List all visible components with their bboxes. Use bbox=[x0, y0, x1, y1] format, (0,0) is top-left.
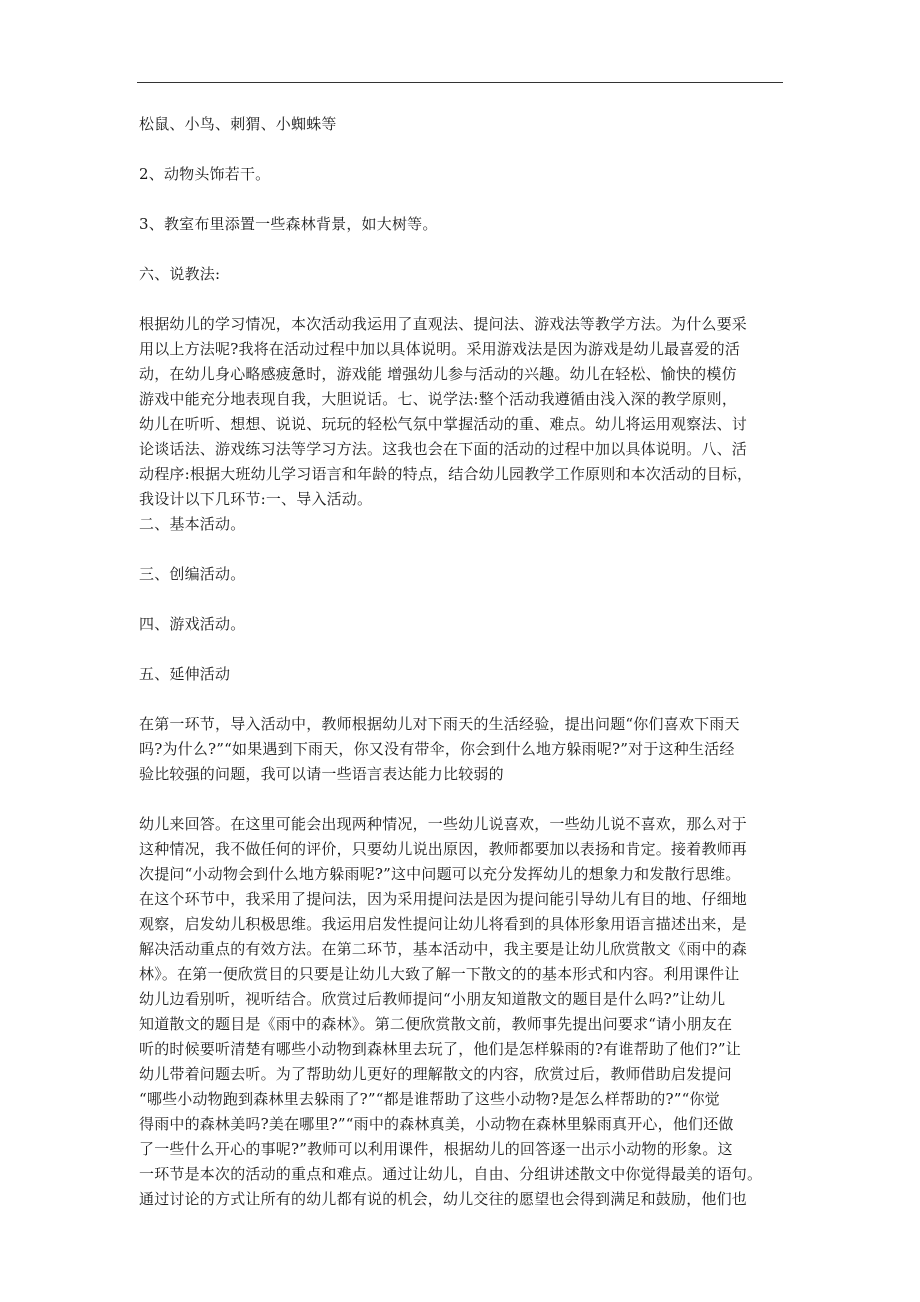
paragraph-children-answer bbox=[139, 812, 785, 1212]
paragraph-teaching-methods bbox=[139, 312, 785, 512]
paragraph-line: 幼儿来回答。在这里可能会出现两种情况，一些幼儿说喜欢，一些幼儿说不喜欢，那么对于 bbox=[139, 815, 748, 833]
paragraph-line: 知道散文的题目是《雨中的森林》。第二便欣赏散文前，教师事先提出问要求“请小朋友在 bbox=[139, 1015, 733, 1033]
text-line-classroom-background: 3、教室布里添置一些森林背景，如大树等。 bbox=[139, 215, 438, 233]
paragraph-line: 论谈话法、游戏练习法等学习方法。这我也会在下面的活动的过程中加以具体说明。八、活 bbox=[139, 440, 748, 458]
paragraph-line: 得雨中的森林美吗?美在哪里?”“雨中的森林真美，小动物在森林里躲雨真开心，他们还做 bbox=[139, 1115, 734, 1133]
header-rule bbox=[137, 82, 783, 83]
paragraph-line: 幼儿带着问题去听。为了帮助幼儿更好的理解散文的内容，欣赏过后，教师借助启发提问 bbox=[139, 1065, 732, 1083]
paragraph-line: 次提问“小动物会到什么地方躲雨呢?”这中问题可以充分发挥幼儿的想象力和发散行思维。 bbox=[139, 865, 741, 883]
paragraph-line: 我设计以下几环节:一、导入活动。 bbox=[139, 490, 373, 508]
paragraph-line: 用以上方法呢?我将在活动过程中加以具体说明。采用游戏法是因为游戏是幼儿最喜爱的活 bbox=[139, 340, 741, 358]
paragraph-line: 吗?为什么?”“如果遇到下雨天，你又没有带伞，你会到什么地方躲雨呢?”对于这种生活经 bbox=[139, 740, 735, 758]
paragraph-line: 幼儿在听听、想想、说说、玩玩的轻松气氛中掌握活动的重、难点。幼儿将运用观察法、讨 bbox=[139, 415, 748, 433]
paragraph-line: 幼儿边看别听，视听结合。欣赏过后教师提问“小朋友知道散文的题目是什么吗?”让幼儿 bbox=[139, 990, 726, 1008]
paragraph-line: 这种情况，我不做任何的评价，只要幼儿说出原因，教师都要加以表扬和肯定。接着教师再 bbox=[139, 840, 748, 858]
paragraph-line: 动程序:根据大班幼儿学习语言和年龄的特点，结合幼儿园教学工作原则和本次活动的目标， bbox=[139, 465, 753, 483]
paragraph-line: 动，在幼儿身心略感疲惫时，游戏能 增强幼儿参与活动的兴趣。幼儿在轻松、愉快的模仿 bbox=[139, 365, 737, 383]
paragraph-line: “哪些小动物跑到森林里去躲雨了?”“都是谁帮助了这些小动物?是怎么样帮助的?”“你觉 bbox=[139, 1090, 720, 1108]
paragraph-line: 一环节是本次的活动的重点和难点。通过让幼儿，自由、分组讲述散文中你觉得最美的语句。 bbox=[139, 1165, 763, 1183]
step-line-creative-activity: 三、创编活动。 bbox=[139, 565, 246, 583]
step-line-extension-activity: 五、延伸活动 bbox=[139, 665, 231, 683]
paragraph-line: 林》。在第一便欣赏目的只要是让幼儿大致了解一下散文的的基本形式和内容。利用课件让 bbox=[139, 965, 740, 983]
paragraph-line: 在第一环节，导入活动中，教师根据幼儿对下雨天的生活经验，提出问题“你们喜欢下雨天 bbox=[139, 715, 740, 733]
paragraph-line: 在这个环节中，我采用了提问法，因为采用提问法是因为提问能引导幼儿有目的地、仔细地 bbox=[139, 890, 748, 908]
paragraph-line: 通过讨论的方式让所有的幼儿都有说的机会，幼儿交往的愿望也会得到满足和鼓励，他们也 bbox=[139, 1190, 748, 1208]
text-line-animal-headwear: 2、动物头饰若干。 bbox=[139, 165, 271, 183]
section-heading-teaching-method: 六、说教法: bbox=[139, 265, 221, 283]
text-line-squirrel-list: 松鼠、小鸟、刺猬、小蜘蛛等 bbox=[139, 115, 337, 133]
paragraph-first-step bbox=[139, 712, 785, 787]
paragraph-line: 验比较强的问题，我可以请一些语言表达能力比较弱的 bbox=[139, 765, 504, 783]
paragraph-line: 游戏中能充分地表现自我，大胆说话。七、说学法:整个活动我遵循由浅入深的教学原则， bbox=[139, 390, 738, 408]
paragraph-line: 解决活动重点的有效方法。在第二环节，基本活动中，我主要是让幼儿欣赏散文《雨中的森 bbox=[139, 940, 748, 958]
paragraph-line: 观察，启发幼儿积极思维。我运用启发性提问让幼儿将看到的具体形象用语言描述出来，是 bbox=[139, 915, 748, 933]
paragraph-line: 了一些什么开心的事呢?”教师可以利用课件，根据幼儿的回答逐一出示小动物的形象。这 bbox=[139, 1140, 733, 1158]
paragraph-line: 听的时候要听清楚有哪些小动物到森林里去玩了，他们是怎样躲雨的?有谁帮助了他们?”让 bbox=[139, 1040, 741, 1058]
step-line-basic-activity: 二、基本活动。 bbox=[139, 515, 246, 533]
paragraph-line: 根据幼儿的学习情况，本次活动我运用了直观法、提问法、游戏法等教学方法。为什么要采 bbox=[139, 315, 748, 333]
document-body bbox=[139, 112, 785, 1212]
step-line-game-activity: 四、游戏活动。 bbox=[139, 615, 246, 633]
